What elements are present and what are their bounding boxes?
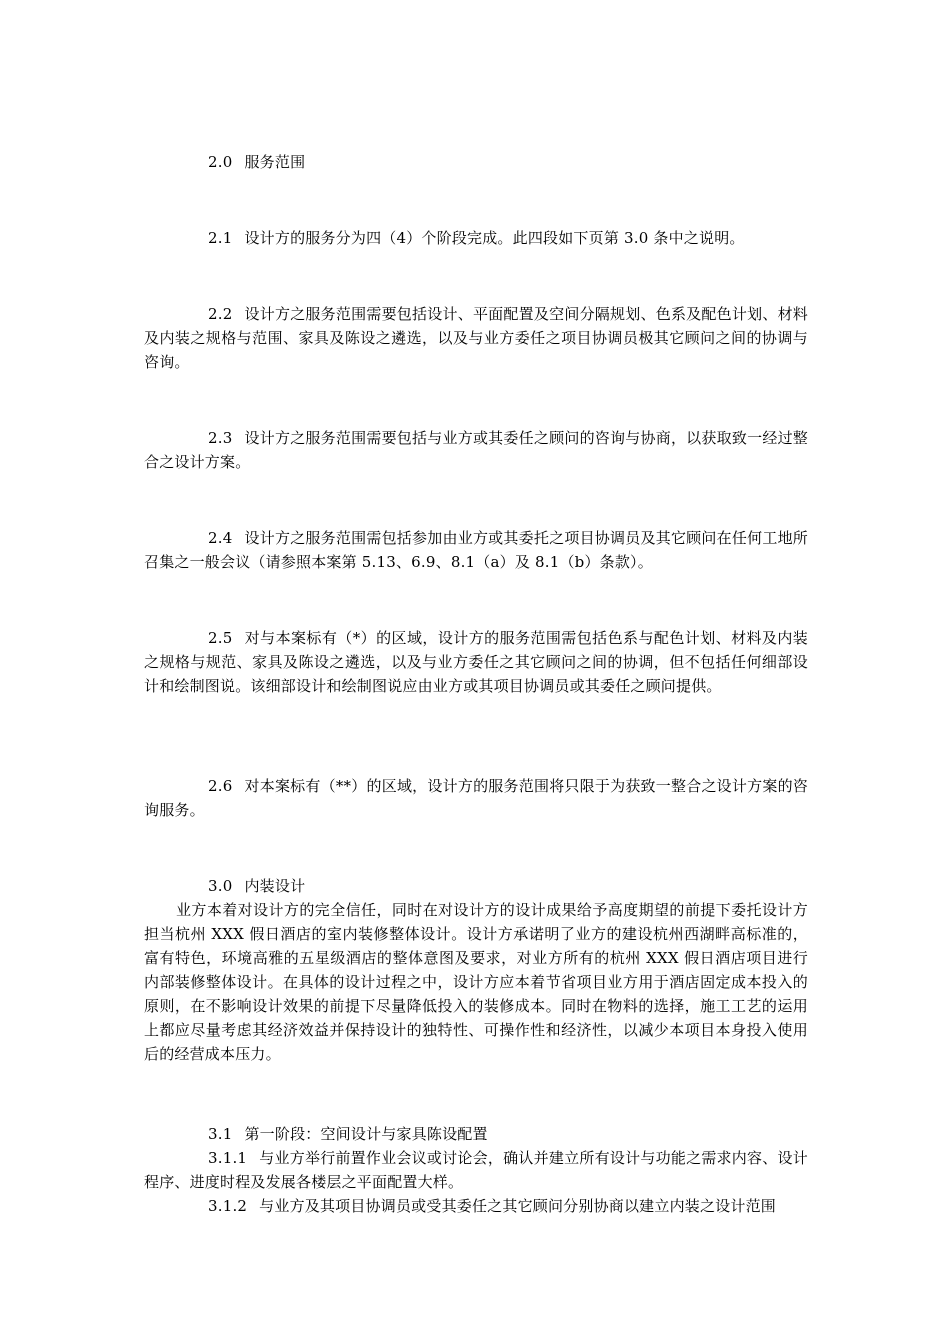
section-2-6-paragraph xyxy=(144,774,808,822)
section-number: 3.1.1 xyxy=(208,1149,248,1167)
section-2-5-paragraph xyxy=(144,626,808,698)
section-text: 第一阶段：空间设计与家具陈设配置 xyxy=(244,1125,488,1143)
section-text: 对与本案标有（*）的区域，设计方的服务范围需包括色系与配色计划、材料及内装之规格与规范、家具及陈设之遴选，以及与业方委任之其它顾问之间的协调，但不包括任何细部设计和绘制图说。该细部设计和绘制图说应由业方或其项目协调员或其委任之顾问提供。 xyxy=(144,629,808,695)
section-text: 与业方及其项目协调员或受其委任之其它顾问分别协商以建立内装之设计范围 xyxy=(259,1197,776,1215)
section-number: 2.2 xyxy=(208,305,233,323)
section-text: 设计方的服务分为四（4）个阶段完成。此四段如下页第 3.0 条中之说明。 xyxy=(244,229,745,247)
section-number: 2.3 xyxy=(208,429,233,447)
section-3-0-heading xyxy=(144,874,808,898)
section-text: 对本案标有（**）的区域，设计方的服务范围将只限于为获致一整合之设计方案的咨询服务。 xyxy=(144,777,808,819)
section-3-1-1-paragraph xyxy=(144,1146,808,1194)
section-3-1-heading xyxy=(144,1122,808,1146)
section-text: 设计方之服务范围需要包括与业方或其委任之顾问的咨询与协商，以获取致一经过整合之设计方案。 xyxy=(144,429,808,471)
section-number: 2.1 xyxy=(208,229,233,247)
section-number: 2.5 xyxy=(208,629,233,647)
section-text: 内装设计 xyxy=(244,877,306,895)
section-3-1-2-paragraph xyxy=(144,1194,808,1218)
section-number: 2.0 xyxy=(208,153,233,171)
section-3-0-body: 业方本着对设计方的完全信任，同时在对设计方的设计成果给予高度期望的前提下委托设计方担当杭州 XXX 假日酒店的室内装修整体设计。设计方承诺明了业方的建设杭州西湖畔高标准的，富有特色，环境高雅的五星级酒店的整体意图及要求，对业方所有的杭州 XXX 假日酒店项目进行内部装修整体设计。在具体的设计过程之中，设计方应本着节省项目业方用于酒店固定成本投入的原则，在不影响设计效果的前提下尽量降低投入的装修成本。同时在物料的选择，施工工艺的运用上都应尽量考虑其经济效益并保持设计的独特性、可操作性和经济性，以减少本项目本身投入使用后的经营成本压力。 xyxy=(144,901,808,1063)
section-2-0-heading xyxy=(144,150,808,174)
section-number: 3.1 xyxy=(208,1125,233,1143)
section-text: 服务范围 xyxy=(244,153,306,171)
section-text: 与业方举行前置作业会议或讨论会，确认并建立所有设计与功能之需求内容、设计程序、进度时程及发展各楼层之平面配置大样。 xyxy=(144,1149,808,1191)
section-number: 2.6 xyxy=(208,777,233,795)
section-2-2-paragraph xyxy=(144,302,808,374)
section-text: 设计方之服务范围需要包括设计、平面配置及空间分隔规划、色系及配色计划、材料及内装之规格与范围、家具及陈设之遴选，以及与业方委任之项目协调员极其它顾问之间的协调与咨询。 xyxy=(144,305,808,371)
document-page xyxy=(144,0,808,1344)
section-2-1-paragraph xyxy=(144,226,808,250)
section-text: 设计方之服务范围需包括参加由业方或其委托之项目协调员及其它顾问在任何工地所召集之一般会议（请参照本案第 5.13、6.9、8.1（a）及 8.1（b）条款）。 xyxy=(144,529,808,571)
section-2-3-paragraph xyxy=(144,426,808,474)
section-number: 2.4 xyxy=(208,529,233,547)
section-2-4-paragraph xyxy=(144,526,808,574)
section-number: 3.0 xyxy=(208,877,233,895)
section-number: 3.1.2 xyxy=(208,1197,248,1215)
